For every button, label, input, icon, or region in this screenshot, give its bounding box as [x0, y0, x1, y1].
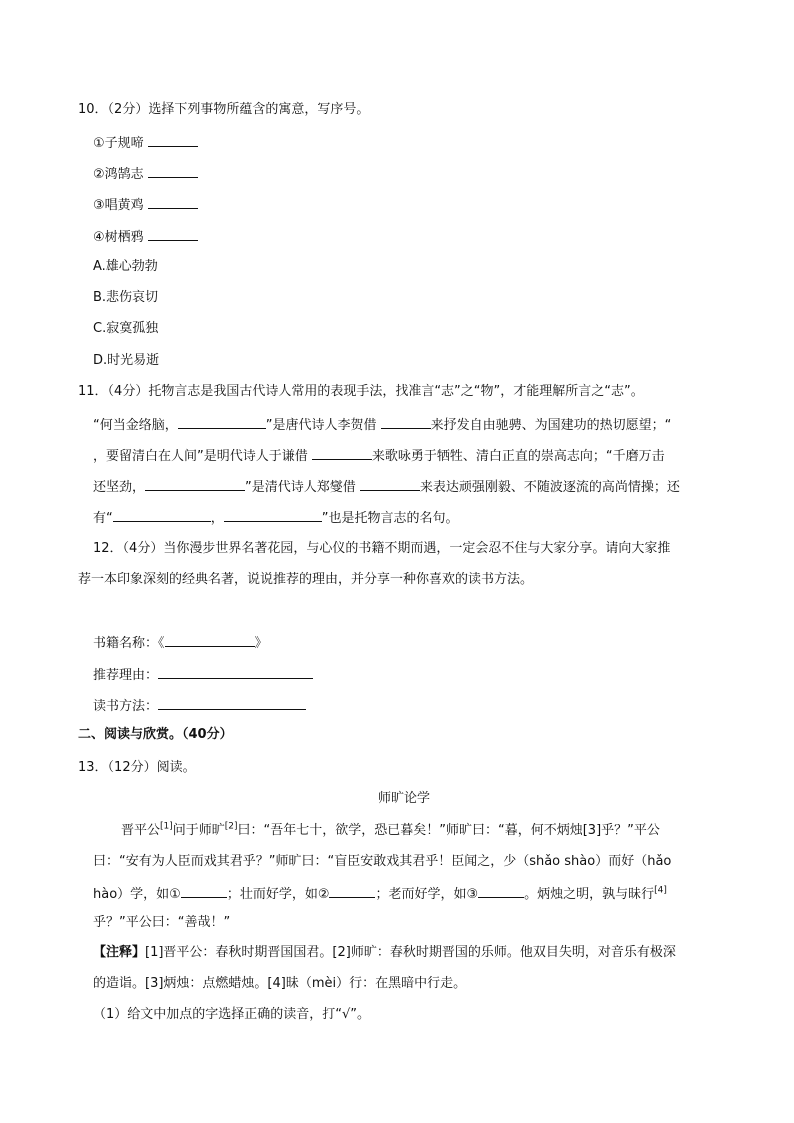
q11-line-1: 11．（4分）托物言志是我国古代诗人常用的表现手法，找准言“志”之“物”，才能理解所言之“志”。 [78, 384, 644, 399]
passage-line-1 [121, 823, 660, 839]
q12-reason-label: 推荐理由： [93, 668, 159, 683]
q10-answer-blank-4[interactable] [148, 228, 198, 241]
q12-method-label: 读书方法： [93, 699, 159, 714]
q10-option-a: A.雄心勃勃 [93, 259, 158, 274]
q12-line-2: 荐一本印象深刻的经典名著，说说推荐的理由，并分享一种你喜欢的读书方法。 [78, 572, 534, 587]
q11-line-5 [93, 509, 459, 527]
q11-blank-4[interactable] [145, 478, 245, 491]
q11-text: ”是唐代诗人李贺借 [265, 418, 377, 433]
passage-text: 晋平公 [121, 823, 161, 838]
passage-blank-3[interactable] [478, 885, 524, 898]
passage-line-2: 曰：“安有为人臣而戏其君乎？”师旷曰：“盲臣安敢戏其君乎！臣闻之，少（shǎo shào）而好（hǎo [93, 854, 672, 869]
q11-blank-6[interactable] [113, 509, 211, 522]
q11-text: ”是清代诗人郑燮借 [245, 480, 356, 495]
q10-item-4-text: ④树栖鸦 [93, 230, 144, 245]
passage-title: 师旷论学 [378, 791, 431, 806]
q12-reason-blank[interactable] [158, 666, 313, 679]
footnote-ref-1: [1] [160, 821, 173, 832]
passage-text: hào）学，如① [93, 887, 181, 902]
passage-line-4: 乎？”平公曰：“善哉！” [93, 915, 231, 930]
passage-line-3 [93, 885, 667, 903]
q11-blank-2[interactable] [381, 416, 431, 429]
q10-option-d: D.时光易逝 [93, 353, 160, 368]
q10-option-c: C.寂寞孤独 [93, 321, 159, 336]
q11-text: “何当金络脑， [93, 418, 178, 433]
q11-line-4 [93, 478, 680, 496]
annotation-label: 【注释】 [93, 945, 146, 960]
q11-blank-5[interactable] [360, 478, 420, 491]
q10-item-1-text: ①子规啼 [93, 136, 144, 151]
annotation-text: [1]晋平公：春秋时期晋国国君。[2]师旷：春秋时期晋国的乐师。他双目失明，对音乐有极深 [145, 945, 676, 960]
q11-text: 来歌咏勇于牺牲、清白正直的崇高志向；“千磨万击 [371, 449, 665, 464]
q10-item-2 [93, 165, 198, 183]
q11-text: ”也是托物言志的名句。 [321, 511, 459, 526]
annotation-line-2: 的造诣。[3]炳烛：点燃蜡烛。[4]昧（mèi）行：在黑暗中行走。 [93, 976, 467, 991]
q11-text: 来表达顽强刚毅、不随波逐流的高尚情操；还 [419, 480, 680, 495]
q12-book-row [93, 634, 268, 652]
q12-book-end: 》 [254, 636, 268, 651]
q11-text: 来抒发自由驰骋、为国建功的热切愿望；“ [430, 418, 672, 433]
q10-answer-blank-2[interactable] [148, 165, 198, 178]
q12-method-blank[interactable] [158, 697, 306, 710]
q12-book-name-blank[interactable] [165, 634, 255, 647]
q10-item-3-text: ③唱黄鸡 [93, 198, 144, 213]
passage-text: ；老而好学，如③ [375, 887, 479, 902]
q10-item-1 [93, 134, 198, 152]
section-2-heading: 二、阅读与欣赏。（40分） [78, 727, 233, 742]
q11-text: ，要留清白在人间”是明代诗人于谦借 [93, 449, 308, 464]
passage-text: 。炳烛之明，孰与昧行 [524, 887, 655, 902]
footnote-ref-4: [4] [654, 885, 667, 896]
q10-stem: 10．（2分）选择下列事物所蕴含的寓意，写序号。 [78, 102, 370, 117]
q10-option-b: B.悲伤哀切 [93, 290, 159, 305]
passage-text: ；壮而好学，如② [226, 887, 330, 902]
passage-blank-1[interactable] [181, 885, 227, 898]
q12-book-label: 书籍名称：《 [93, 636, 165, 651]
q13-stem: 13．（12分）阅读。 [78, 760, 196, 775]
passage-text: 曰：“吾年七十，欲学，恐已暮矣！”师旷曰：“暮，何不炳烛[3]乎？”平公 [237, 823, 660, 838]
q12-reason-row [93, 666, 313, 684]
q10-answer-blank-1[interactable] [148, 134, 198, 147]
q10-item-2-text: ②鸿鹄志 [93, 167, 144, 182]
q12-line-1: 12．（4分）当你漫步世界名著花园，与心仪的书籍不期而遇，一定会忍不住与大家分享。请向大家推 [93, 541, 671, 556]
q11-blank-1[interactable] [178, 416, 266, 429]
q10-answer-blank-3[interactable] [148, 196, 198, 209]
q13-sub-question-1: （1）给文中加点的字选择正确的读音，打“√”。 [93, 1007, 371, 1022]
passage-text: 问于师旷 [172, 823, 225, 838]
q11-line-3 [93, 447, 665, 465]
q11-text: 还坚劲， [93, 480, 146, 495]
annotation-line-1 [93, 945, 676, 961]
footnote-ref-2: [2] [224, 821, 238, 832]
passage-blank-2[interactable] [329, 885, 375, 898]
q11-line-2 [93, 416, 671, 434]
q11-text: ， [210, 511, 224, 526]
q11-blank-7[interactable] [224, 509, 322, 522]
q10-item-3 [93, 196, 198, 214]
q11-text: 有“ [93, 511, 113, 526]
q11-blank-3[interactable] [312, 447, 372, 460]
q12-method-row [93, 697, 306, 715]
q10-item-4 [93, 228, 198, 246]
